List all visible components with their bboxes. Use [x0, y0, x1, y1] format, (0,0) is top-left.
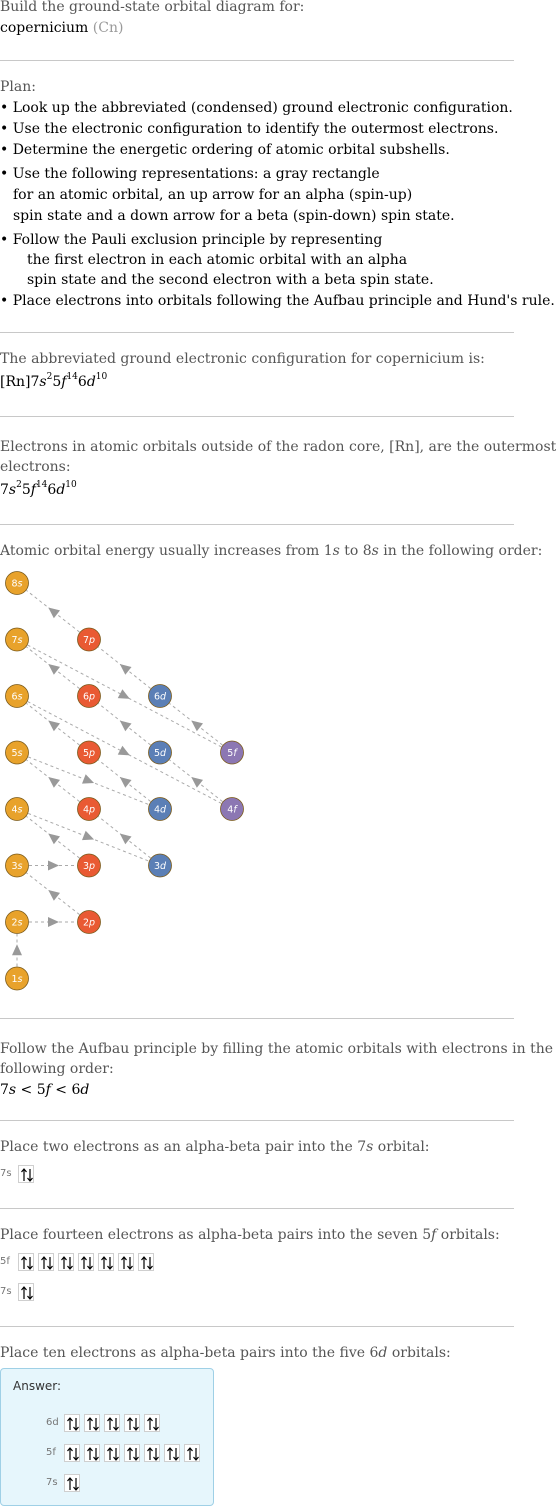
plan-line: spin state and the second electron with a beta spin state.	[27, 272, 434, 288]
up-arrow-icon	[102, 1257, 107, 1269]
orbital-node-label: 8s	[11, 578, 23, 590]
orbital-label: 5f	[0, 1256, 10, 1267]
config-l: s	[8, 482, 17, 498]
config-n: 7	[0, 482, 9, 498]
plan-heading: Plan:	[0, 79, 36, 95]
step-text-part: orbitals:	[387, 1345, 451, 1361]
down-arrow-icon	[148, 1257, 153, 1269]
orbital-box	[184, 1444, 200, 1462]
divider	[0, 524, 514, 525]
order-l: d	[80, 1082, 90, 1098]
order-n: 5	[36, 1082, 46, 1098]
orbital-node-label: 5s	[11, 748, 23, 759]
orbital-box	[124, 1444, 140, 1462]
up-arrow-icon	[22, 1169, 27, 1181]
config-e: 14	[35, 480, 48, 491]
orbital-energy-diagram	[0, 566, 260, 996]
orbital-box	[84, 1444, 100, 1462]
orbital-node-label: 5d	[153, 748, 167, 759]
divider	[0, 1120, 514, 1121]
divider	[0, 416, 514, 417]
orbital-node-5s	[6, 741, 29, 764]
energy-text	[0, 541, 542, 561]
orbital-node-4f	[221, 798, 244, 821]
orbital-row-7s	[46, 1474, 106, 1494]
order-l: s	[8, 1082, 17, 1098]
orbital-node-6p	[78, 685, 101, 708]
order-arrow-icon	[48, 861, 59, 871]
down-arrow-icon	[134, 1448, 139, 1460]
outer-formula	[0, 480, 77, 500]
order-arrow-icon	[12, 944, 22, 955]
outer-text: Electrons in atomic orbitals outside of the radon core, [Rn], are the outermost	[0, 439, 556, 455]
step-text-part: d	[378, 1345, 388, 1361]
orbital-node-3p	[78, 854, 101, 877]
up-arrow-icon	[88, 1448, 93, 1460]
step-text-part: s	[366, 1139, 374, 1155]
config-text: The abbreviated ground electronic configuration for copernicium is:	[0, 351, 485, 367]
orbital-box	[18, 1165, 34, 1183]
orbital-box	[78, 1253, 94, 1271]
config-l: s	[39, 374, 47, 390]
answer-title: Answer:	[13, 1379, 62, 1393]
orbital-row-7s	[0, 1165, 60, 1185]
step-text-part: Place fourteen electrons as alpha-beta pairs into the seven 5	[0, 1227, 432, 1243]
down-arrow-icon	[114, 1418, 119, 1430]
order-arrow-icon	[45, 773, 60, 788]
config-l: d	[56, 482, 66, 498]
orbital-box	[118, 1253, 134, 1271]
order-arrow-icon	[82, 774, 96, 787]
element-name: copernicium	[0, 20, 89, 36]
step-text-part: orbitals:	[436, 1227, 500, 1243]
orbital-node-4d	[149, 798, 172, 821]
orbital-box	[64, 1474, 80, 1492]
up-arrow-icon	[62, 1257, 67, 1269]
config-e: 2	[46, 372, 53, 383]
energy-text-part: s	[332, 543, 340, 559]
config-n: 5	[21, 482, 31, 498]
config-e: 2	[16, 480, 22, 491]
order-arrow-icon	[118, 689, 132, 703]
orbital-node-7s	[6, 628, 29, 651]
up-arrow-icon	[82, 1257, 87, 1269]
orbital-row-7s	[0, 1283, 60, 1303]
down-arrow-icon	[68, 1257, 73, 1269]
orbital-node-label: 4p	[82, 804, 96, 816]
orbital-node-5f	[221, 741, 244, 764]
step2-text	[0, 1225, 500, 1245]
up-arrow-icon	[148, 1418, 153, 1430]
config-l: f	[30, 482, 36, 498]
orbital-node-label: 1s	[11, 974, 23, 985]
orbital-node-label: 2s	[11, 917, 23, 929]
order-arrow-icon	[188, 773, 203, 788]
core-symbol: [Rn]	[0, 374, 31, 390]
plan-line: • Determine the energetic ordering of atomic orbital subshells.	[0, 142, 450, 158]
step1-text	[0, 1137, 430, 1157]
plan-line: • Use the electronic configuration to identify the outermost electrons.	[0, 121, 499, 137]
orbital-node-3d	[149, 854, 172, 877]
down-arrow-icon	[94, 1418, 99, 1430]
orbital-node-2s	[6, 911, 29, 934]
plan-line: for an atomic orbital, an up arrow for an alpha (spin-up)	[13, 187, 413, 203]
order-arrow-icon	[117, 660, 132, 675]
orbital-row-6d	[46, 1414, 176, 1434]
order-arrow-icon	[117, 830, 132, 845]
prompt-text: Build the ground-state orbital diagram for:	[0, 0, 305, 15]
order-l: f	[45, 1082, 51, 1098]
config-n: 6	[47, 482, 57, 498]
plan-line: the first electron in each atomic orbital with an alpha	[27, 252, 408, 268]
up-arrow-icon	[68, 1418, 73, 1430]
config-l: d	[86, 374, 96, 390]
order-n: 7	[0, 1082, 9, 1098]
orbital-node-label: 6s	[11, 691, 23, 703]
config-n: 7	[30, 374, 40, 390]
aufbau-order	[0, 1080, 89, 1100]
down-arrow-icon	[154, 1418, 159, 1430]
order-n: 6	[71, 1082, 81, 1098]
orbital-node-label: 6d	[153, 691, 167, 703]
plan-line: • Look up the abbreviated (condensed) ground electronic configuration.	[0, 100, 513, 116]
order-arrow-icon	[117, 717, 132, 732]
up-arrow-icon	[68, 1448, 73, 1460]
config-n: 5	[52, 374, 62, 390]
orbital-node-7p	[78, 628, 101, 651]
energy-text-part: s	[371, 543, 379, 559]
orbital-box	[64, 1414, 80, 1432]
down-arrow-icon	[48, 1257, 53, 1269]
up-arrow-icon	[128, 1448, 133, 1460]
config-e: 14	[66, 372, 78, 383]
orbital-row-5f	[0, 1253, 170, 1273]
up-arrow-icon	[128, 1418, 133, 1430]
up-arrow-icon	[142, 1257, 147, 1269]
orbital-label: 5f	[46, 1447, 56, 1458]
orbital-node-6s	[6, 685, 29, 708]
order-arrow-icon	[45, 830, 60, 845]
answer-box	[0, 1368, 214, 1506]
orbital-box	[58, 1253, 74, 1271]
orbital-node-5d	[149, 741, 172, 764]
orbital-box	[38, 1253, 54, 1271]
aufbau-text: following order:	[0, 1061, 114, 1077]
down-arrow-icon	[194, 1448, 199, 1460]
config-l: f	[61, 374, 67, 390]
order-arrow-icon	[45, 604, 60, 619]
order-arrow-icon	[117, 773, 132, 788]
aufbau-text: Follow the Aufbau principle by filling the atomic orbitals with electrons in the	[0, 1041, 553, 1057]
orbital-label: 6d	[46, 1417, 59, 1428]
config-e: 10	[65, 480, 77, 491]
up-arrow-icon	[22, 1257, 27, 1269]
orbital-node-label: 6p	[82, 691, 96, 703]
orbital-box	[164, 1444, 180, 1462]
step3-text	[0, 1343, 451, 1363]
orbital-box	[84, 1414, 100, 1432]
up-arrow-icon	[88, 1418, 93, 1430]
order-sep: <	[16, 1082, 37, 1098]
orbital-node-label: 2p	[82, 917, 96, 929]
divider	[0, 60, 514, 61]
down-arrow-icon	[94, 1448, 99, 1460]
orbital-node-label: 5f	[227, 748, 237, 759]
divider	[0, 1208, 514, 1209]
down-arrow-icon	[88, 1257, 93, 1269]
divider	[0, 1018, 514, 1019]
down-arrow-icon	[154, 1448, 159, 1460]
down-arrow-icon	[28, 1169, 33, 1181]
orbital-box	[104, 1444, 120, 1462]
order-sep: <	[50, 1082, 72, 1098]
plan-line: spin state and a down arrow for a beta (spin-down) spin state.	[13, 208, 455, 224]
plan-line: • Follow the Pauli exclusion principle by representing	[0, 232, 383, 248]
orbital-node-label: 3d	[153, 861, 167, 872]
plan-line: • Place electrons into orbitals following the Aufbau principle and Hund's rule.	[0, 293, 555, 309]
down-arrow-icon	[128, 1257, 133, 1269]
config-e: 10	[95, 372, 108, 383]
energy-text-part: in the following order:	[378, 543, 543, 559]
orbital-box	[98, 1253, 114, 1271]
up-arrow-icon	[168, 1448, 173, 1460]
step-text-part: f	[431, 1227, 437, 1243]
order-arrow-icon	[48, 917, 59, 927]
orbital-box	[18, 1253, 34, 1271]
order-arrow-icon	[188, 717, 203, 732]
down-arrow-icon	[174, 1448, 179, 1460]
orbital-node-label: 3p	[82, 861, 96, 872]
orbital-node-4s	[6, 798, 29, 821]
orbital-box	[18, 1283, 34, 1301]
orbital-node-label: 7s	[11, 635, 23, 646]
up-arrow-icon	[108, 1418, 113, 1430]
orbital-label: 7s	[0, 1168, 12, 1179]
up-arrow-icon	[68, 1478, 73, 1490]
down-arrow-icon	[74, 1448, 79, 1460]
orbital-box	[144, 1444, 160, 1462]
order-arrow-icon	[82, 831, 96, 844]
config-formula	[0, 372, 107, 392]
orbital-node-label: 4s	[11, 804, 23, 816]
orbital-box	[138, 1253, 154, 1271]
down-arrow-icon	[114, 1448, 119, 1460]
step-text-part: orbital:	[373, 1139, 430, 1155]
orbital-node-6d	[149, 685, 172, 708]
up-arrow-icon	[122, 1257, 127, 1269]
orbital-label: 7s	[0, 1286, 12, 1297]
config-n: 6	[77, 374, 87, 390]
energy-text-part: Atomic orbital energy usually increases from 1	[0, 543, 333, 559]
order-arrow-icon	[45, 886, 60, 901]
orbital-node-1s	[6, 967, 29, 990]
divider	[0, 332, 514, 333]
orbital-row-5f	[46, 1444, 216, 1464]
energy-text-part: to 8	[339, 543, 372, 559]
orbital-label: 7s	[46, 1477, 58, 1488]
order-arrow-icon	[118, 746, 132, 760]
down-arrow-icon	[108, 1257, 113, 1269]
up-arrow-icon	[42, 1257, 47, 1269]
outer-text: electrons:	[0, 459, 71, 475]
orbital-node-5p	[78, 741, 101, 764]
orbital-box	[64, 1444, 80, 1462]
down-arrow-icon	[28, 1257, 33, 1269]
plan-line: • Use the following representations: a gray rectangle	[0, 166, 380, 182]
step-text-part: Place ten electrons as alpha-beta pairs into the five 6	[0, 1345, 379, 1361]
order-arrow-icon	[45, 660, 60, 675]
orbital-node-8s	[6, 572, 29, 595]
down-arrow-icon	[74, 1478, 79, 1490]
down-arrow-icon	[134, 1418, 139, 1430]
orbital-node-2p	[78, 911, 101, 934]
orbital-node-4p	[78, 798, 101, 821]
orbital-node-3s	[6, 854, 29, 877]
orbital-node-label: 3s	[11, 861, 23, 872]
orbital-box	[104, 1414, 120, 1432]
orbital-box	[124, 1414, 140, 1432]
divider	[0, 1326, 514, 1327]
order-arrow-icon	[45, 717, 60, 732]
orbital-node-label: 4d	[153, 804, 167, 816]
up-arrow-icon	[148, 1448, 153, 1460]
up-arrow-icon	[108, 1448, 113, 1460]
orbital-node-label: 4f	[227, 804, 237, 816]
element-line	[0, 18, 123, 38]
up-arrow-icon	[22, 1287, 27, 1299]
down-arrow-icon	[74, 1418, 79, 1430]
orbital-node-label: 7p	[82, 635, 96, 646]
orbital-node-label: 5p	[82, 748, 96, 759]
step-text-part: Place two electrons as an alpha-beta pair into the 7	[0, 1139, 367, 1155]
down-arrow-icon	[28, 1287, 33, 1299]
orbital-box	[144, 1414, 160, 1432]
element-symbol: (Cn)	[92, 20, 124, 36]
up-arrow-icon	[188, 1448, 193, 1460]
